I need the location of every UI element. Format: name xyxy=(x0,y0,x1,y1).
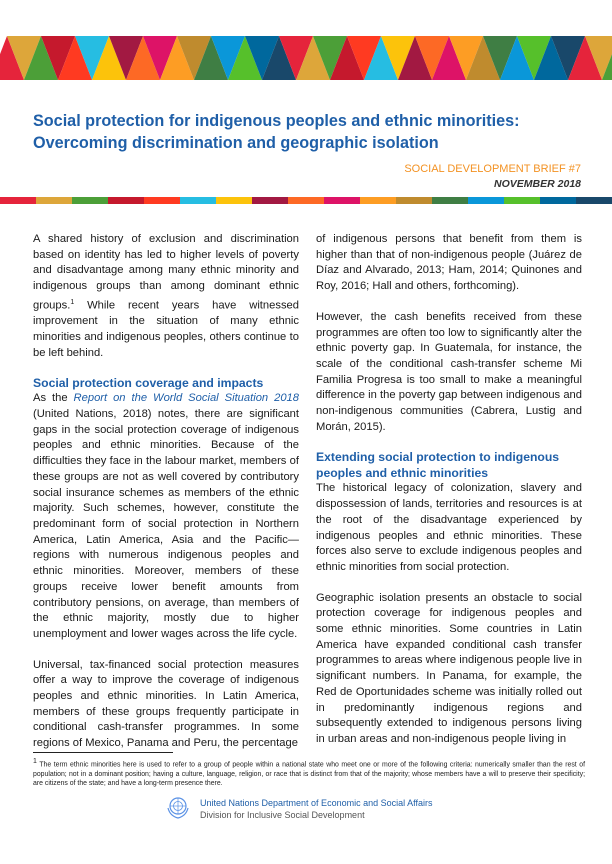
section-heading-extending: Extending social protection to indigenous peoples and ethnic minorities xyxy=(316,450,560,481)
legacy-paragraph: The historical legacy of colonization, slavery and dispossession of lands, territories and resources is at the root of the disadvantage experienced by indigenous peoples and ethnic minorities. These forces also serve to exclude indigenous peoples and ethnic minorities from social protection. xyxy=(316,482,582,573)
org-name: United Nations Department of Economic and Social Affairs xyxy=(200,798,433,808)
page-title: Social protection for indigenous peoples and ethnic minorities: Overcoming discrimination and geographic isolation xyxy=(33,112,520,152)
un-emblem-icon xyxy=(165,794,191,820)
benefit-paragraph: of indigenous persons that benefit from them is higher than that of non-indigenous people (Juárez de Díaz and Alvarado, 2013; Ham, 2014; Quinones and Roy, 2016; Hall and others, forthcoming). xyxy=(316,233,582,293)
coverage-paragraph: As the Report on the World Social Situation 2018 (United Nations, 2018) notes, there are significant gaps in the social protection coverage of indigenous peoples and ethnic minorities. Because of the difficulties they face in the labour market, members of these groups are not as well covered by contributory social insurance schemes as members of the ethnic majority. Such schemes, however, constitute the predominant form of social protection in Northern America, Latin America, Asia and the Pacific—regions with numerous indigenous peoples and ethnic minorities. Moreover, members of these groups receive lower benefit amounts from contributory pensions, on average, than members of the ethnic majority, mostly due to higher unemployment and lower wages across the life cycle. xyxy=(33,392,300,640)
footnote-divider xyxy=(33,752,173,753)
color-rule xyxy=(0,197,612,204)
section-heading-coverage: Social protection coverage and impacts xyxy=(33,376,264,391)
brief-info xyxy=(404,162,581,192)
cash-benefits-paragraph: However, the cash benefits received from these programmes are often too low to significantly alter the ethnic poverty gap. In Guatemala, for instance, the scale of the conditional cash-transfer scheme Mi Familia Progresa is too small to make a meaningful difference in the poverty gap between indigenous and non-indigenous communities (Cabrera, Lustig and Morán, 2015). xyxy=(316,310,582,433)
footnote-ref[interactable]: 1 xyxy=(70,298,75,306)
decorative-banner xyxy=(0,36,612,80)
footnote: $^1$ The term ethnic minorities here is used to refer to a group of people within a national state who meet one or more of the following criteria: numerically smaller than the rest of population; not in a dominant position; having a culture, language, religion, or race that is distinct from that of the majority; whose members have a will to preserve their specificity; are citizens of the state; and have a long-term presence there. xyxy=(33,758,585,787)
universal-paragraph: Universal, tax-financed social protection measures offer a way to improve the coverage of indigenous peoples and ethnic minorities. In Latin America, members of these groups frequently participate in conditional cash-transfer programmes. In some regions of Mexico, Panama and Peru, the percentage xyxy=(33,658,299,750)
left-column xyxy=(33,232,299,752)
brief-date: NOVEMBER 2018 xyxy=(494,178,581,190)
report-link[interactable]: Report on the World Social Situation 2018 xyxy=(73,392,300,405)
right-column xyxy=(316,232,582,748)
intro-paragraph: A shared history of exclusion and discrimination based on identity has led to higher levels of poverty and disadvantage among many ethnic minority and indigenous groups than among dominant ethnic groups.$^1$ While recent years have witnessed improvement in the situation of many ethnic minorities and indigenous peoples, others continue to be left behind. xyxy=(33,233,299,359)
division-name: Division for Inclusive Social Development xyxy=(200,810,365,820)
brief-label: SOCIAL DEVELOPMENT BRIEF #7 xyxy=(404,163,581,175)
isolation-paragraph: Geographic isolation presents an obstacle to social protection coverage for indigenous peoples and some ethnic minorities. Some countries in Latin America have expanded conditional cash transfer programmes to areas where indigenous people live in significant numbers. In Panama, for example, the Red de Oportunidades scheme was initially rolled out in predominantly indigenous regions and subsequently extended to indigenous persons living in urban areas and non-indigenous people living in xyxy=(316,591,582,745)
department-info xyxy=(200,797,432,821)
